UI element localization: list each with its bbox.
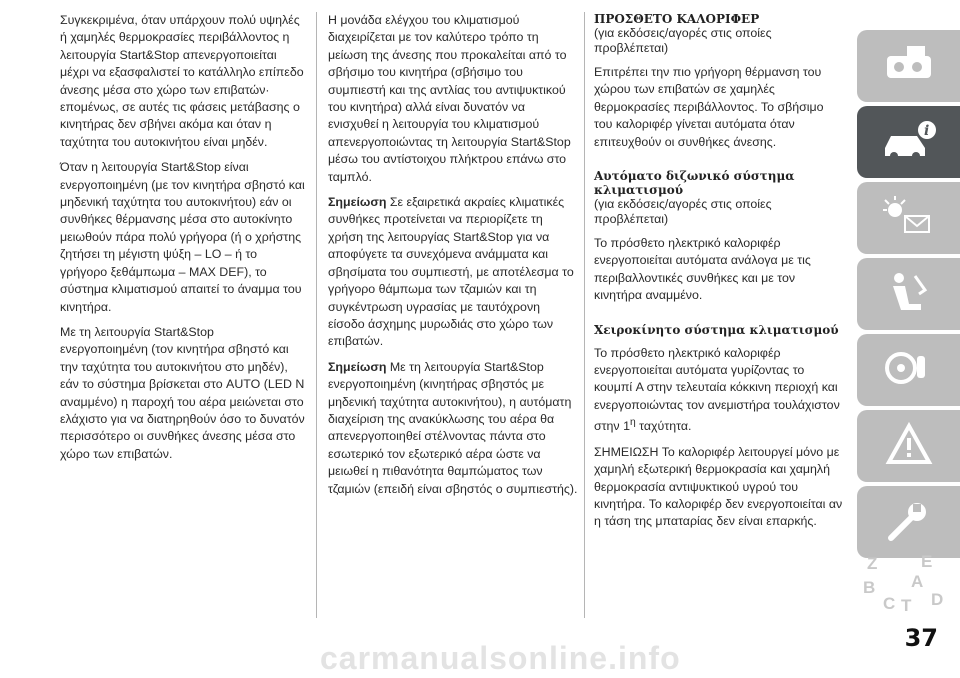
note-text: Με τη λειτουργία Start&Stop ενεργοποιημένη (κινητήρας σβηστός με μηδενική ταχύτητα αυτοκινήτου), η αυτόματη διαχείριση της ανακύκλωσης του αέρα θα απενεργοποιηθεί στέλνοντας πάντα στο εσωτερικό τον εξωτερικό αέρα ώστε να μειωθεί η πιθανότητα θαμπώματος των τζαμιών (επειδή είναι σβηστός ο συμπιεστής).	[328, 359, 578, 496]
section-heading: ΠΡΟΣΘΕΤΟ ΚΑΛΟΡΙΦΕΡ	[594, 12, 760, 26]
steering-keys-icon	[881, 346, 937, 394]
tab-dashboard[interactable]	[857, 30, 960, 102]
note-paragraph	[328, 194, 578, 351]
paragraph: Συγκεκριμένα, όταν υπάρχουν πολύ υψηλές ή χαμηλές θερμοκρασίες περιβάλλοντος η λειτουργία Start&Stop απενεργοποιείται μέχρι να εξασφαλιστεί το κατάλληλο επίπεδο άνεσης μέσα στο χώρο των επιβατών· επομένως, σε αυτές τις φάσεις μετάβασης ο κινητήρας δεν σβήνει ακόμα και όταν η ταχύτητα του αυτοκινήτου είναι μηδέν.	[60, 13, 304, 149]
column-3	[594, 12, 844, 539]
note-label: Σημείωση	[328, 195, 387, 210]
icon-letter: T	[901, 596, 912, 615]
car-dashboard-icon	[881, 42, 937, 90]
page-number: 37	[904, 624, 938, 652]
paragraph	[594, 345, 844, 436]
superscript: η	[629, 417, 636, 429]
airbag-seat-icon	[881, 270, 937, 318]
wrench-icon	[881, 498, 937, 546]
chapter-tabs	[857, 30, 960, 562]
car-info-icon	[881, 118, 937, 166]
note-paragraph	[328, 359, 578, 498]
section-subheading: (για εκδόσεις/αγορές στις οποίες προβλέπεται)	[594, 26, 772, 55]
paragraph: Το πρόσθετο ηλεκτρικό καλοριφέρ ενεργοποιείται αυτόματα ανάλογα με τις περιβαλλοντικές συνθήκες και με τον κινητήρα αναμμένο.	[594, 236, 811, 303]
section-subheading: (για εκδόσεις/αγορές στις οποίες προβλέπεται)	[594, 197, 772, 227]
icon-letter: Z	[867, 554, 878, 573]
svg-text:i: i	[924, 123, 930, 139]
note-text: Σε εξαιρετικά ακραίες κλιματικές συνθήκες προτείνεται να περιορίζετε τη χρήση της λειτουργίας Start&Stop για να αποφύγετε τα συνεχόμενα ανάμματα και σβησίματα του συμπιεστή, με αποτέλεσμα το γρήγορο θάμπωμα των τζαμιών και τη συγκέντρωση υγρασίας με ταυτόχρονη είσοδο άσχημης μυρωδιάς στο χώρο των επιβατών.	[328, 195, 574, 349]
watermark: carmanualsonline.info	[320, 640, 681, 676]
column-divider	[316, 12, 317, 618]
tab-safety[interactable]	[857, 258, 960, 330]
paragraph-text: Το πρόσθετο ηλεκτρικό καλοριφέρ ενεργοποιείται αυτόματα γυρίζοντας το κουμπί A στην τελευταία κόκκινη περιοχή και ενεργοποιώντας τον ανεμιστήρα τουλάχιστον στην 1	[594, 345, 840, 434]
icon-letter: D	[931, 590, 944, 609]
tab-starting-driving[interactable]	[857, 334, 960, 406]
paragraph: Η μονάδα ελέγχου του κλιματισμού διαχειρίζεται με τον καλύτερο τρόπο τη μείωση της άνεσης που προκαλείται από το σβήσιμο του κινητήρα (σβήσιμο του συμπιεστή και της αντλίας του αντιψυκτικού του κινητήρα) αλλά είναι δυνατόν να ενισχυθεί η λειτουργία του κλιματισμού απενεργοποιώντας τη λειτουργία Start&Stop μέσω του αντίστοιχου πλήκτρου επάνω στο ταμπλό.	[328, 13, 571, 184]
column-2	[328, 12, 578, 506]
paragraph: Επιτρέπει την πιο γρήγορη θέρμανση του χώρου των επιβατών σε χαμηλές θερμοκρασίες περιβάλλοντος. Το σβήσιμο του καλοριφέρ γίνεται αυτόματα όταν επιτευχθούν οι συνθήκες άνεσης.	[594, 65, 824, 149]
tab-car-info[interactable]	[857, 106, 960, 178]
warning-triangle-icon	[881, 422, 937, 470]
icon-letter: E	[921, 552, 933, 571]
tab-emergency[interactable]	[857, 410, 960, 482]
column-1	[60, 12, 305, 471]
paragraph: ΣΗΜΕΙΩΣΗ Το καλοριφέρ λειτουργεί μόνο με χαμηλή εξωτερική θερμοκρασία και χαμηλή θερμοκρασία αντιψυκτικού υγρού του κινητήρα. Το καλοριφέρ δεν ενεργοποιείται αν η τάση της μπαταρίας δεν είναι επαρκής.	[594, 444, 843, 529]
tab-warning-lights[interactable]	[857, 182, 960, 254]
note-label: Σημείωση	[328, 359, 387, 374]
paragraph: Όταν η λειτουργία Start&Stop είναι ενεργοποιημένη (με τον κινητήρα σβηστό και μηδενική ταχύτητα του αυτοκινήτου) εάν οι συνθήκες θέρμανσης μέσα στο αυτοκίνητο μειωθούν πάρα πολύ γρήγορα (ή ο χρήστης ζητήσει τη μέγιστη ψύξη – LO – ή το γρήγορο ξεθάμπωμα – MAX DEF), το σύστημα κλιματισμού απαιτεί το άναμμα του κινητήρα.	[60, 160, 305, 314]
paragraph-text: ταχύτητα.	[635, 419, 692, 434]
column-divider	[584, 12, 585, 618]
warning-lights-icon	[881, 194, 937, 242]
technical-data-icon[interactable]	[859, 550, 954, 616]
paragraph: Με τη λειτουργία Start&Stop ενεργοποιημένη (τον κινητήρα σβηστό και την ταχύτητα του αυτοκινήτου στο μηδέν), εάν το σύστημα βρίσκεται στο AUTO (LED N αναμμένο) η παροχή του αέρα μειώνεται στο ελάχιστο για να διατηρηθούν όσο το δυνατόν περισσότερο οι συνθήκες άνεσης μέσα στο χώρο των επιβατών.	[60, 324, 305, 461]
section-heading: Χειροκίνητο σύστημα κλιματισμού	[594, 322, 839, 337]
icon-letter: A	[911, 572, 924, 591]
tab-maintenance[interactable]	[857, 486, 960, 558]
section-heading: Αυτόματο διζωνικό σύστημα κλιματισμού	[594, 169, 795, 198]
icon-letter: C	[883, 594, 896, 613]
icon-letter: B	[863, 578, 876, 597]
